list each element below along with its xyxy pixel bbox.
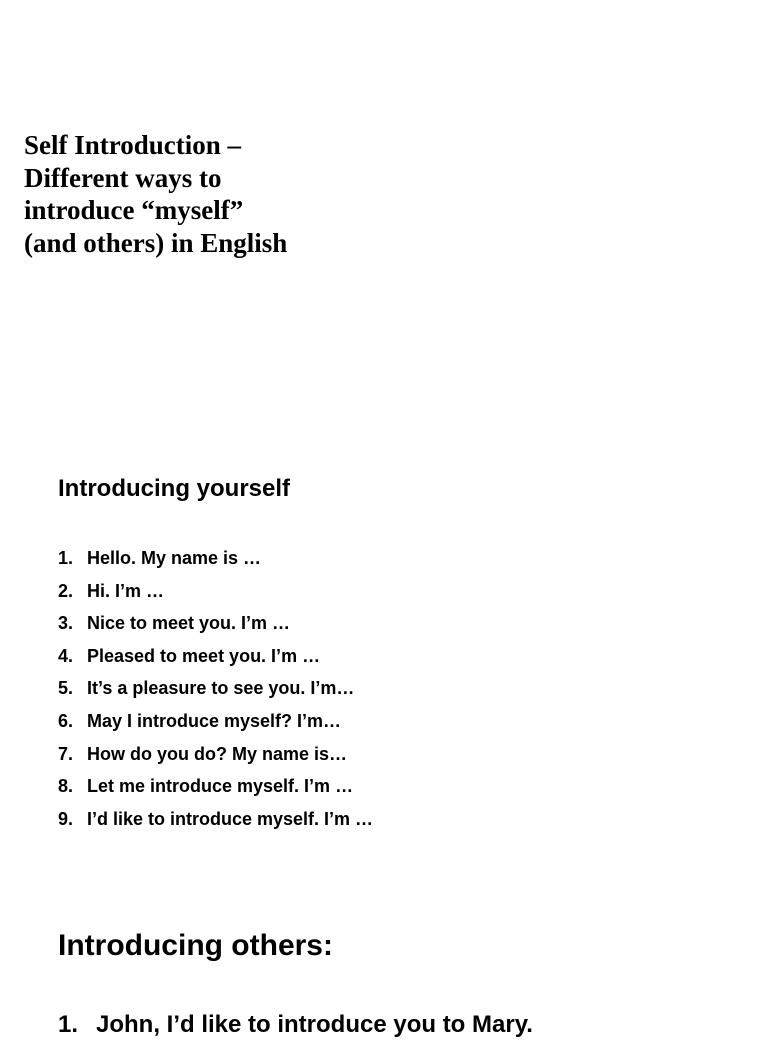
title-line: Different ways to [24, 162, 222, 193]
item-text: John, I’d like to introduce you to Mary. [96, 1011, 533, 1038]
list-item [58, 608, 373, 641]
item-text: Hello. My name is … [87, 548, 262, 568]
item-number: 2. [58, 580, 74, 601]
introducing-yourself-list [58, 543, 373, 836]
item-number: 9. [58, 808, 74, 829]
item-number: 7. [58, 743, 74, 764]
item-text: It’s a pleasure to see you. I’m… [87, 678, 355, 699]
item-number: 8. [58, 776, 74, 797]
item-number: 1. [58, 1011, 79, 1038]
title-line: (and others) in English [24, 227, 288, 258]
item-text: How do you do? My name is… [87, 743, 348, 764]
list-item [58, 771, 373, 804]
item-text: I’d like to introduce myself. I’m … [87, 808, 374, 829]
list-item [58, 543, 373, 576]
item-number: 3. [58, 613, 74, 634]
list-item [58, 739, 373, 772]
item-text: May I introduce myself? I’m… [87, 710, 342, 731]
item-number: 1. [58, 548, 74, 568]
section-heading-introducing-yourself: Introducing yourself [58, 475, 291, 502]
item-number: 6. [58, 710, 74, 731]
introducing-others-list [58, 1010, 533, 1043]
list-item [58, 1010, 533, 1043]
list-item [58, 641, 373, 674]
list-item [58, 706, 373, 739]
item-number: 5. [58, 678, 74, 699]
item-text: Nice to meet you. I’m … [87, 613, 291, 634]
list-item [58, 673, 373, 706]
section-heading-introducing-others: Introducing others: [58, 929, 333, 962]
list-item [58, 804, 373, 837]
title-line: introduce “myself” [24, 195, 244, 225]
document-title [24, 129, 364, 259]
item-text: Pleased to meet you. I’m … [87, 645, 321, 666]
list-item [58, 576, 373, 609]
item-number: 4. [58, 645, 74, 666]
title-line: Self Introduction – [24, 130, 242, 160]
item-text: Hi. I’m … [87, 580, 165, 601]
item-text: Let me introduce myself. I’m … [87, 776, 354, 797]
